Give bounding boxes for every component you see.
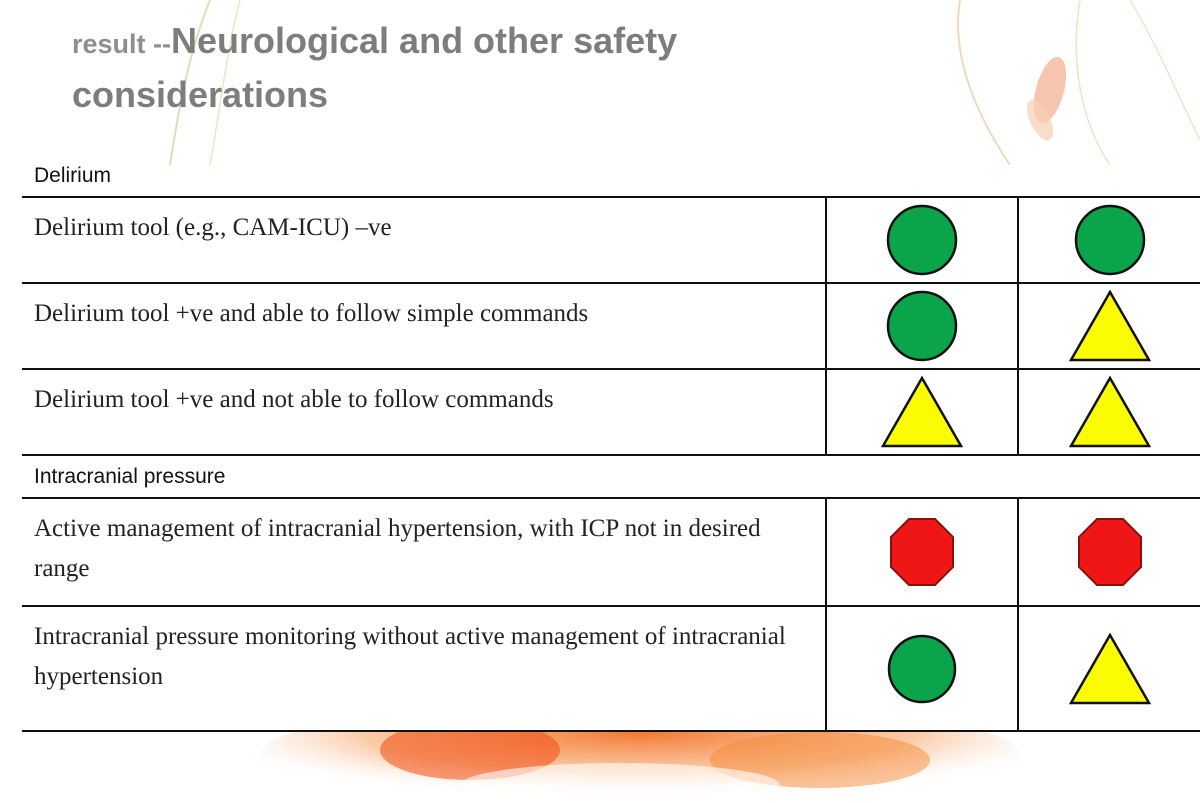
symbol-cell [827,607,1019,730]
row-description: Delirium tool (e.g., CAM-ICU) –ve [22,198,827,282]
floral-decoration-top-right [930,0,1200,165]
red-octagon-icon [1077,517,1143,587]
table-row [22,607,1200,732]
symbol-cell [1019,198,1200,282]
safety-table [22,155,1200,732]
yellow-triangle-icon [1068,375,1152,449]
title-main: Neurological and other safety considerations [72,20,678,115]
symbol-cell [1019,499,1200,605]
title-prefix: result -- [72,29,172,59]
table-row [22,370,1200,456]
symbol-cell [827,198,1019,282]
table-row [22,499,1200,607]
row-description: Intracranial pressure monitoring without active management of intracranial hypertension [22,607,827,730]
green-circle-icon [1073,203,1147,277]
section-header-intracranial-pressure: Intracranial pressure [22,456,1200,499]
yellow-triangle-icon [1068,632,1152,706]
symbol-cell [827,370,1019,454]
symbol-cell [827,499,1019,605]
slide-title [72,18,892,126]
floral-decoration-bottom [0,730,1200,803]
green-circle-icon [885,203,959,277]
table-row [22,198,1200,284]
yellow-triangle-icon [1068,289,1152,363]
red-octagon-icon [889,517,955,587]
table-row [22,284,1200,370]
row-description: Delirium tool +ve and able to follow simple commands [22,284,827,368]
symbol-cell [1019,607,1200,730]
section-header-delirium: Delirium [22,155,1200,198]
row-description: Delirium tool +ve and not able to follow commands [22,370,827,454]
symbol-cell [1019,284,1200,368]
symbol-cell [1019,370,1200,454]
row-description: Active management of intracranial hypertension, with ICP not in desired range [22,499,827,605]
green-circle-icon [885,289,959,363]
symbol-cell [827,284,1019,368]
green-circle-icon [886,633,958,705]
yellow-triangle-icon [880,375,964,449]
